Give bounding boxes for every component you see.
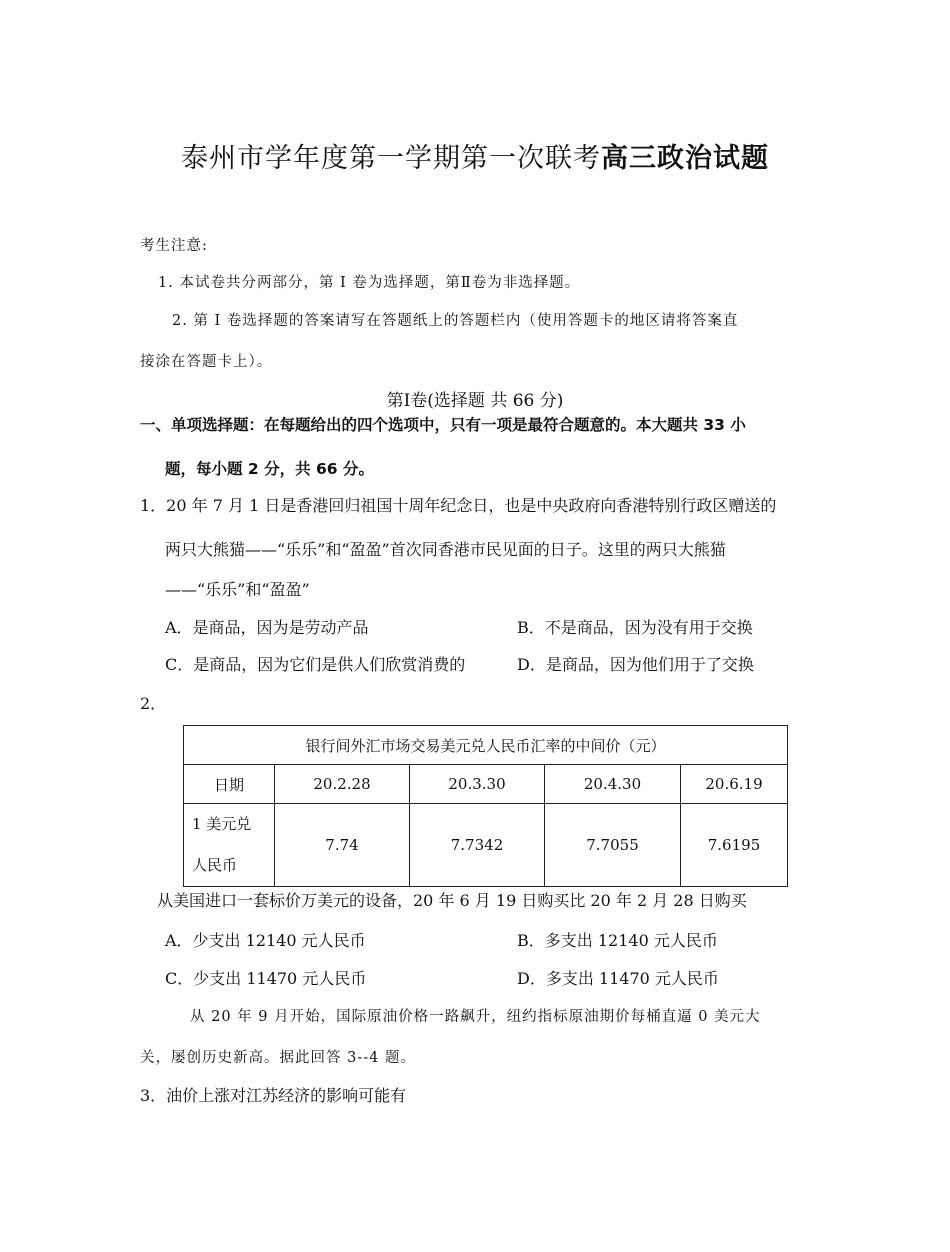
exchange-rate-table xyxy=(183,725,788,887)
notice-item-2-line1: 2. 第 I 卷选择题的答案请写在答题纸上的答题栏内（使用答题卡的地区请将答案直 xyxy=(172,313,739,329)
q1-option-b: B．不是商品，因为没有用于交换 xyxy=(517,618,753,637)
table-cell-date: 20.3.30 xyxy=(410,765,545,804)
table-data-row xyxy=(184,804,788,887)
q1-stem-line2: 两只大熊猫——“乐乐”和“盈盈”首次同香港市民见面的日子。这里的两只大熊猫 xyxy=(165,540,726,559)
passage-line1: 从 20 年 9 月开始，国际原油价格一路飙升，纽约指标原油期价每桶直逼 0 美元大 xyxy=(190,1009,761,1025)
header-date-label: 日期 xyxy=(184,765,275,804)
table-header-row xyxy=(184,765,788,804)
q2-option-a: A．少支出 12140 元人民币 xyxy=(165,931,366,950)
table-cell-date: 20.4.30 xyxy=(545,765,681,804)
q1-stem-line1: 1．20 年 7 月 1 日是香港回归祖国十周年纪念日，也是中央政府向香港特别行政区赠送的 xyxy=(140,496,777,515)
notice-heading: 考生注意: xyxy=(140,238,208,254)
notice-item-2-line2: 接涂在答题卡上）。 xyxy=(140,354,273,370)
row-label xyxy=(184,804,275,887)
q1-option-d: D．是商品，因为他们用于了交换 xyxy=(517,655,754,674)
table-cell-value: 7.7055 xyxy=(545,804,681,887)
q2-option-d: D．多支出 11470 元人民币 xyxy=(517,969,719,988)
q2-stem: 从美国进口一套标价万美元的设备，20 年 6 月 19 日购买比 20 年 2 月 28 日购买 xyxy=(157,891,747,910)
table-cell-date: 20.6.19 xyxy=(681,765,788,804)
table-cell-date: 20.2.28 xyxy=(275,765,410,804)
table-cell-value: 7.7342 xyxy=(410,804,545,887)
row-label-line2: 人民币 xyxy=(192,856,238,874)
table-cell-value: 7.74 xyxy=(275,804,410,887)
row-label-line1: 1 美元兑 xyxy=(192,815,252,833)
title-regular: 泰州市学年度第一学期第一次联考 xyxy=(181,143,601,174)
q1-option-c: C．是商品，因为它们是供人们欣赏消费的 xyxy=(165,655,466,674)
page-title xyxy=(0,136,950,175)
q1-option-a: A．是商品，因为是劳动产品 xyxy=(165,618,369,637)
section1-title: 第Ⅰ卷(选择题 共 66 分) xyxy=(386,391,564,411)
part1-instruction-line2: 题，每小题 2 分，共 66 分。 xyxy=(165,460,374,478)
notice-item-1: 1. 本试卷共分两部分，第 I 卷为选择题，第Ⅱ卷为非选择题。 xyxy=(158,275,581,291)
q2-option-c: C．少支出 11470 元人民币 xyxy=(165,969,367,988)
table-caption-row xyxy=(184,726,788,765)
q2-number: 2． xyxy=(140,694,167,713)
passage-line2: 关，屡创历史新高。据此回答 3--4 题。 xyxy=(140,1050,416,1066)
q2-option-b: B．多支出 12140 元人民币 xyxy=(517,931,718,950)
q1-stem-line3: ——“乐乐”和“盈盈” xyxy=(165,580,310,599)
q3-stem: 3．油价上涨对江苏经济的影响可能有 xyxy=(140,1086,407,1105)
table-caption: 银行间外汇市场交易美元兑人民币汇率的中间价（元） xyxy=(184,726,788,765)
part1-instruction-line1: 一、单项选择题：在每题给出的四个选项中，只有一项是最符合题意的。本大题共 33 小 xyxy=(140,416,746,434)
table-cell-value: 7.6195 xyxy=(681,804,788,887)
title-bold: 高三政治试题 xyxy=(601,143,769,174)
